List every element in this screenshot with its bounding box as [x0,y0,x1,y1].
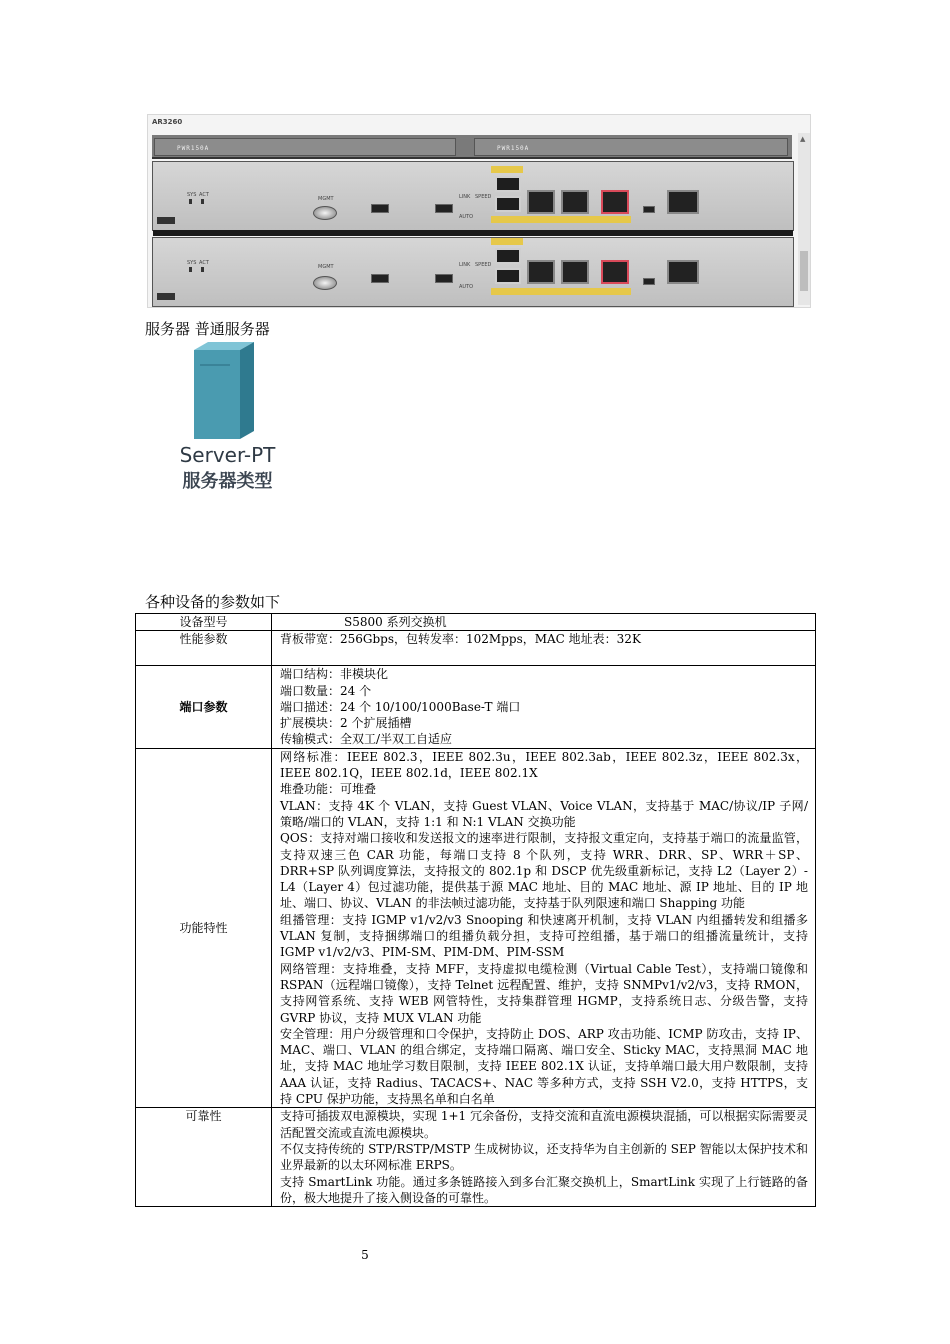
psu-label: PWR150A [177,145,210,152]
usb-port [435,204,453,213]
server-side-face [240,342,254,439]
table-row-model [136,614,816,631]
page-number: 5 [361,1248,369,1262]
server-tower-icon [194,342,254,439]
row-content [272,666,816,748]
led [189,199,192,204]
ge-bar [491,216,631,223]
scroll-thumb [800,251,808,291]
sfp-port [495,196,521,212]
reset-knob [313,206,337,220]
console-port [643,206,655,213]
content-line: VLAN：支持 4K 个 VLAN，支持 Guest VLAN、Voice VLAN，支持基于 MAC/协议/IP 子网/策略/端口的 VLAN，支持 1:1 和 N:1 VLAN 交换功能 [280,798,808,829]
ethernet-port-red [601,260,629,284]
sys-label: SYS [187,260,197,266]
ge-bar [491,288,631,295]
table-row-performance [136,631,816,666]
led [201,267,204,272]
auto-label: AUTO [459,284,474,290]
ethernet-port [667,190,699,214]
row-label: 功能特性 [136,748,272,1108]
usb-port [435,274,453,283]
power-supply-1 [154,138,456,156]
content-line: 安全管理：用户分级管理和口令保护，支持防止 DOS、ARP 攻击功能、ICMP 防攻击，支持 IP、MAC、端口、VLAN 的组合绑定，支持端口隔离、端口安全、Sticky MAC，支持黑洞 MAC 地址，支持 MAC 地址学习数目限制，支持 IEEE 802.1X 认证，支持单端口最大用户数限制，支持 AAA 认证，支持 Radius、TACACS+、NAC 等多种方式，支持 SSH V2.0，支持 HTTPS，支持 CPU 保护功能，支持黑名单和白名单 [280,1026,808,1107]
router-chassis-image [147,114,811,308]
ethernet-port [561,190,589,214]
content-line: 网络标准：IEEE 802.3，IEEE 802.3u，IEEE 802.3ab，IEEE 802.3z，IEEE 802.3x，IEEE 802.1Q，IEEE 802.1d，IEEE 802.1X [280,749,808,781]
ethernet-port [667,260,699,284]
row-content: 背板带宽：256Gbps，包转发率：102Mpps，MAC 地址表：32K [272,631,816,666]
server-slot [200,364,230,366]
auto-label: AUTO [459,214,474,220]
scroll-up-icon: ▲ [800,135,806,143]
power-supply-row [152,135,792,159]
link-label: LINK [459,194,471,200]
ethernet-port [527,190,555,214]
table-row-features [136,748,816,1108]
params-heading: 各种设备的参数如下 [145,593,281,611]
spec-table [135,613,816,1207]
row-content: S5800 系列交换机 [272,614,816,631]
row-label: 设备型号 [136,614,272,631]
row-content [272,748,816,1108]
router-model-label: AR3260 [152,118,183,126]
ethernet-port [561,260,589,284]
content-line: 堆叠功能：可堆叠 [280,782,377,797]
speed-label: SPEED [475,194,492,200]
mgmt-label: MGMT [318,264,334,270]
ethernet-port-red [601,190,629,214]
act-label: ACT [199,192,209,198]
table-row-ports [136,666,816,748]
content-line: 端口结构：非模块化 [280,667,389,682]
interface-card-1 [152,161,794,231]
act-label: ACT [199,260,209,266]
content-line: 端口描述：24 个 10/100/1000Base-T 端口 [280,699,521,714]
content-line: 网络管理：支持堆叠，支持 MFF，支持虚拟电缆检测（Virtual Cable Test），支持端口镜像和 RSPAN（远程端口镜像），支持 Telnet 远程配置、维护，支持 SNMPv1/v2/v3，支持 RMON，支持网管系统、支持 WEB 网管特性，支持集群管理 HGMP，支持系统日志、分级告警，支持 GVRP 协议，支持 MUX VLAN 功能 [280,961,808,1025]
link-label: LINK [459,262,471,268]
content-line: 扩展模块：2 个扩展插槽 [280,716,412,731]
row-label: 性能参数 [136,631,272,666]
card-tag [157,293,175,300]
content-line: 组播管理：支持 IGMP v1/v2/v3 Snooping 和快速离开机制，支持 VLAN 内组播转发和组播多 VLAN 复制，支持捆绑端口的组播负载分担，支持可控组播，基于端口的组播流量统计，支持 IGMP v1/v2/v3、PIM-SM、PIM-DM、PIM-SSM [280,912,808,960]
sys-label: SYS [187,192,197,198]
content-line: 支持 SmartLink 功能。通过多条链路接入到多台汇聚交换机上，SmartLink 实现了上行链路的备份，极大地提升了接入侧设备的可靠性。 [280,1174,808,1205]
content-line: 不仅支持传统的 STP/RSTP/MSTP 生成树协议，还支持华为自主创新的 SEP 智能以太保护技术和业界最新的以太环网标准 ERPS。 [280,1141,808,1173]
sfp-port [495,176,521,192]
server-front-face [194,350,240,439]
speed-label: SPEED [475,262,492,268]
sfp-port [495,248,521,264]
usb-port [371,204,389,213]
led [201,199,204,204]
row-label: 可靠性 [136,1108,272,1207]
mgmt-label: MGMT [318,196,334,202]
content-line: 端口数量：24 个 [280,683,372,698]
server-icon-subcaption: 服务器类型 [182,471,273,492]
sfp-bar [491,238,523,245]
image-scrollbar [798,133,810,305]
interface-card-2 [152,237,794,307]
card-rail [153,230,793,236]
power-supply-2 [474,138,788,156]
row-content [272,1108,816,1207]
console-port [643,278,655,285]
sfp-bar [491,166,523,173]
reset-knob [313,276,337,290]
led [189,267,192,272]
ethernet-port [527,260,555,284]
sfp-port [495,268,521,284]
content-line: QOS：支持对端口接收和发送报文的速率进行限制，支持报文重定向，支持基于端口的流量监管，支持双速三色 CAR 功能，每端口支持 8 个队列，支持 WRR、DRR、SP、WRR＋SP、DRR+SP 队列调度算法，支持报文的 802.1p 和 DSCP 优先级重新标记，支持 L2（Layer 2）-L4（Layer 4）包过滤功能，提供基于源 MAC 地址、目的 MAC 地址、源 IP 地址、目的 IP 地址、端口、协议、VLAN 的非法帧过滤功能，支持基于队列限速和端口 Shapping 功能 [280,831,808,911]
server-icon-caption: Server-PT [179,443,276,467]
card-tag [157,217,175,224]
usb-port [371,274,389,283]
content-line: 传输模式：全双工/半双工自适应 [280,732,453,747]
content-line: 支持可插拔双电源模块，实现 1+1 冗余备份，支持交流和直流电源模块混插，可以根据实际需要灵活配置交流或直流电源模块。 [280,1109,808,1140]
psu-label: PWR150A [497,145,530,152]
server-heading: 服务器 普通服务器 [145,320,270,338]
table-row-reliability [136,1108,816,1207]
row-label: 端口参数 [136,666,272,748]
